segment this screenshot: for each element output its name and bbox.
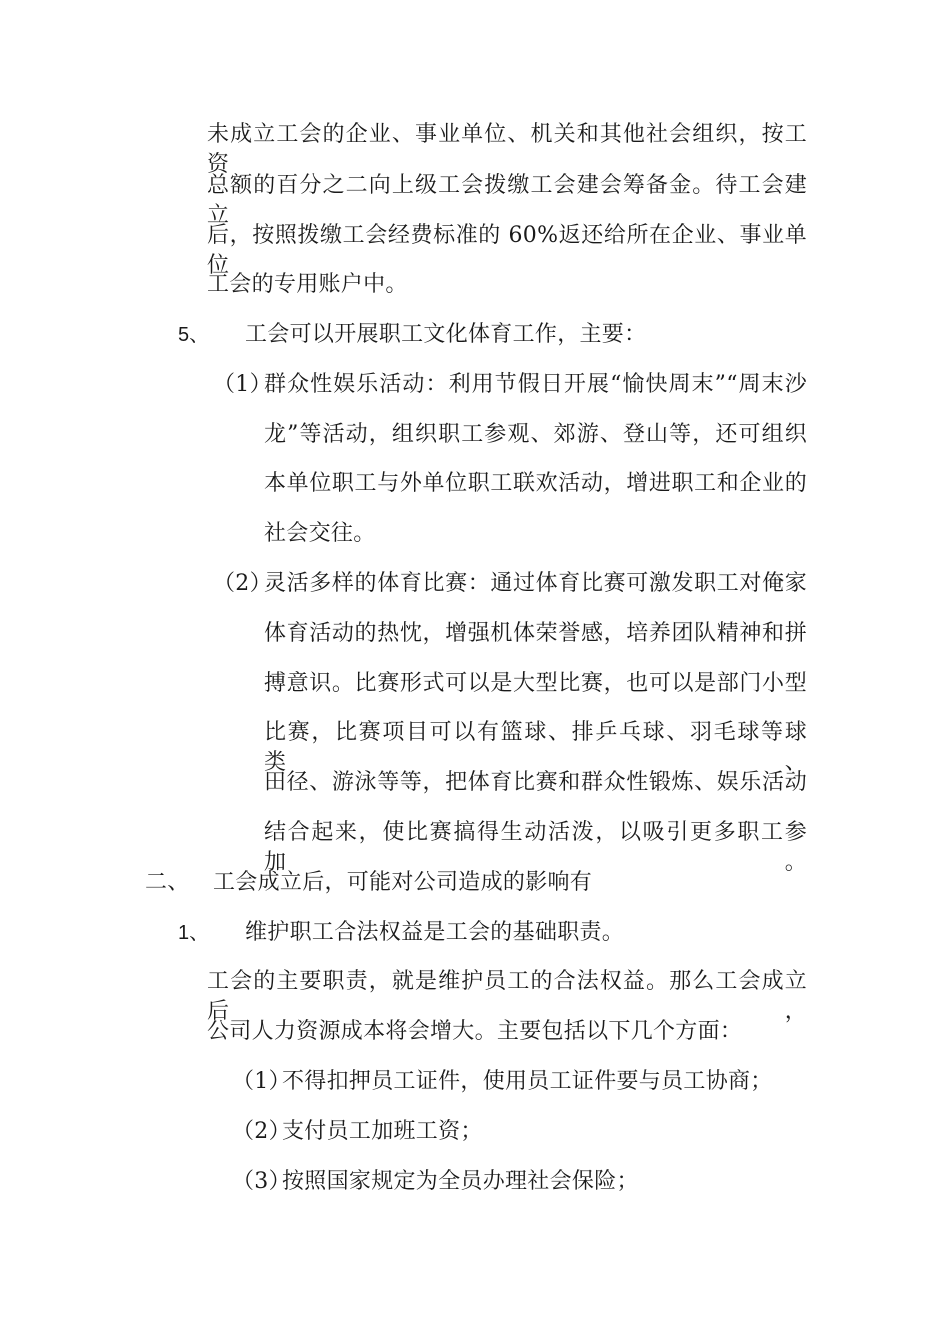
sub-item-line: 结合起来，使比赛搞得生动活泼，以吸引更多职工参加。 — [264, 820, 807, 875]
paragraph-line: 总额的百分之二向上级工会拨缴工会建会筹备金。待工会建立 — [207, 173, 807, 228]
paragraph-line: 工会的专用账户中。 — [207, 272, 408, 297]
point-marker: （1） — [232, 1069, 291, 1094]
section-heading: 工会成立后，可能对公司造成的影响有 — [213, 870, 593, 895]
sub-item-line: 比赛，比赛项目可以有篮球、排乒乓球、羽毛球等球类、 — [264, 720, 807, 775]
paragraph-line: 公司人力资源成本将会增大。主要包括以下几个方面： — [207, 1019, 743, 1044]
sub-item-line: 本单位职工与外单位职工联欢活动，增进职工和企业的 — [264, 471, 807, 496]
point-text: 按照国家规定为全员办理社会保险； — [282, 1169, 639, 1194]
paragraph-line: 工会的主要职责，就是维护员工的合法权益。那么工会成立后， — [207, 969, 807, 1024]
section-number: 二、 — [145, 870, 190, 895]
item-number: 1、 — [178, 922, 210, 944]
sub-item-line: 体育活动的热忱，增强机体荣誉感，培养团队精神和拼 — [264, 621, 807, 646]
sub-item-line: 田径、游泳等等，把体育比赛和群众性锻炼、娱乐活动 — [264, 770, 807, 795]
sub-item-line: 社会交往。 — [264, 521, 376, 546]
point-text: 支付员工加班工资； — [282, 1119, 483, 1144]
sub-item-marker: （2） — [213, 571, 272, 596]
item-number: 5、 — [178, 324, 210, 346]
item-heading: 工会可以开展职工文化体育工作，主要： — [245, 322, 647, 347]
paragraph-line: 未成立工会的企业、事业单位、机关和其他社会组织，按工资 — [207, 122, 807, 177]
sub-item-marker: （1） — [213, 372, 272, 397]
item-heading: 维护职工合法权益是工会的基础职责。 — [245, 920, 625, 945]
paragraph-line: 后，按照拨缴工会经费标准的 60%返还给所在企业、事业单位 — [207, 223, 807, 278]
sub-item-line: 灵活多样的体育比赛：通过体育比赛可激发职工对俺家 — [264, 571, 807, 596]
point-marker: （3） — [232, 1169, 291, 1194]
sub-item-line: 龙”等活动，组织职工参观、郊游、登山等，还可组织 — [264, 422, 807, 447]
sub-item-line: 搏意识。比赛形式可以是大型比赛，也可以是部门小型 — [264, 671, 807, 696]
point-marker: （2） — [232, 1119, 291, 1144]
sub-item-line: 群众性娱乐活动：利用节假日开展“愉快周末”“周末沙 — [264, 372, 807, 397]
point-text: 不得扣押员工证件，使用员工证件要与员工协商； — [282, 1069, 773, 1094]
